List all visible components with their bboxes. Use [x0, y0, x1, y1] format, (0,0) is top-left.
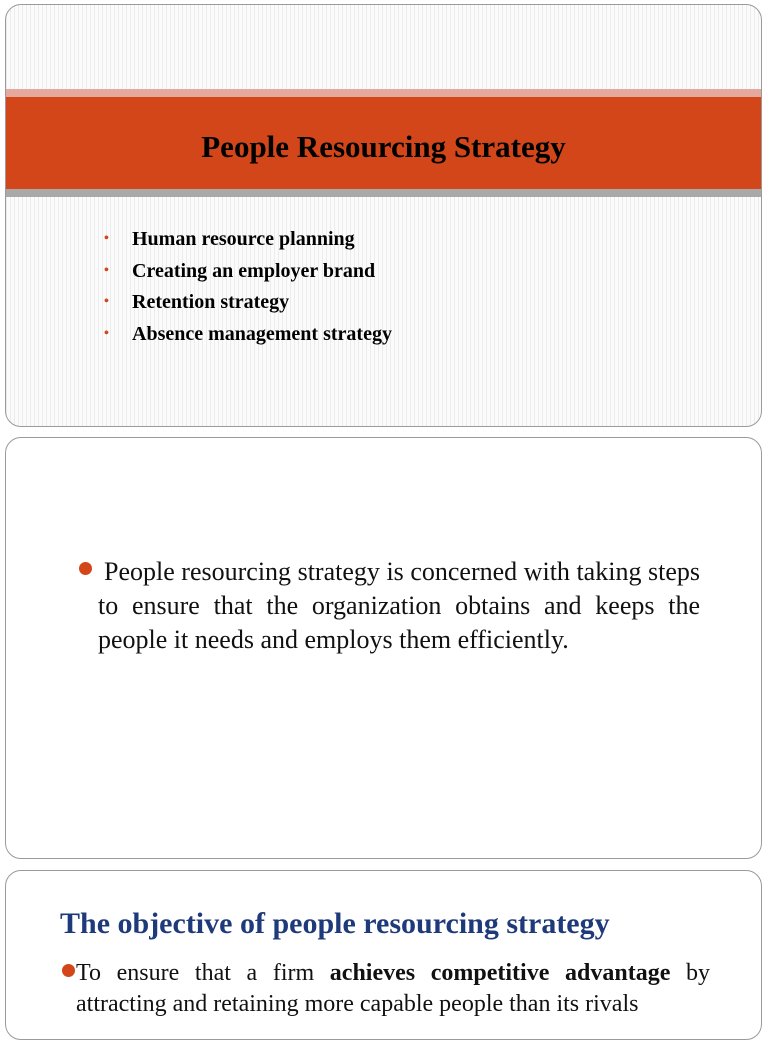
- bullet-text: Human resource planning: [132, 228, 355, 250]
- bullet-text: Retention strategy: [132, 291, 290, 313]
- bullet-icon: •: [104, 262, 109, 278]
- bullet-item: [102, 320, 392, 352]
- bullet-dot-icon: [62, 964, 75, 977]
- bullet-text: Creating an employer brand: [132, 259, 376, 282]
- slide-1: [5, 4, 762, 427]
- slide-2-paragraph-text: People resourcing strategy is concerned with taking steps to ensure that the organization obtains and keeps the people it needs and employs them efficiently.: [98, 557, 700, 654]
- bullet-item: [102, 288, 392, 320]
- title-bar: [6, 97, 761, 189]
- slide-3-text-bold: achieves competitive advantage: [329, 960, 671, 986]
- slide-2-paragraph: [98, 555, 700, 657]
- slide-3: [5, 870, 762, 1040]
- bullet-item: [102, 257, 392, 289]
- bullet-icon: •: [104, 231, 109, 246]
- slide-3-text-after: by attracting and retaining more capable people than its rivals: [76, 960, 710, 1017]
- bullet-icon: •: [104, 325, 109, 341]
- bullet-text: Absence management strategy: [132, 322, 392, 345]
- slide-1-title: People Resourcing Strategy: [201, 129, 566, 164]
- slide-1-bullet-list: [102, 225, 392, 351]
- slide-3-text-before: To ensure that a firm: [76, 960, 330, 986]
- slide-2: [5, 437, 762, 859]
- title-bar-top-stripe: [6, 89, 761, 97]
- slide-3-paragraph: [76, 958, 710, 1020]
- title-bar-bottom-stripe: [6, 189, 761, 197]
- bullet-dot-icon: [79, 562, 92, 575]
- slide-3-heading: The objective of people resourcing strategy: [60, 907, 610, 940]
- bullet-item: [102, 225, 392, 257]
- bullet-icon: •: [104, 294, 109, 309]
